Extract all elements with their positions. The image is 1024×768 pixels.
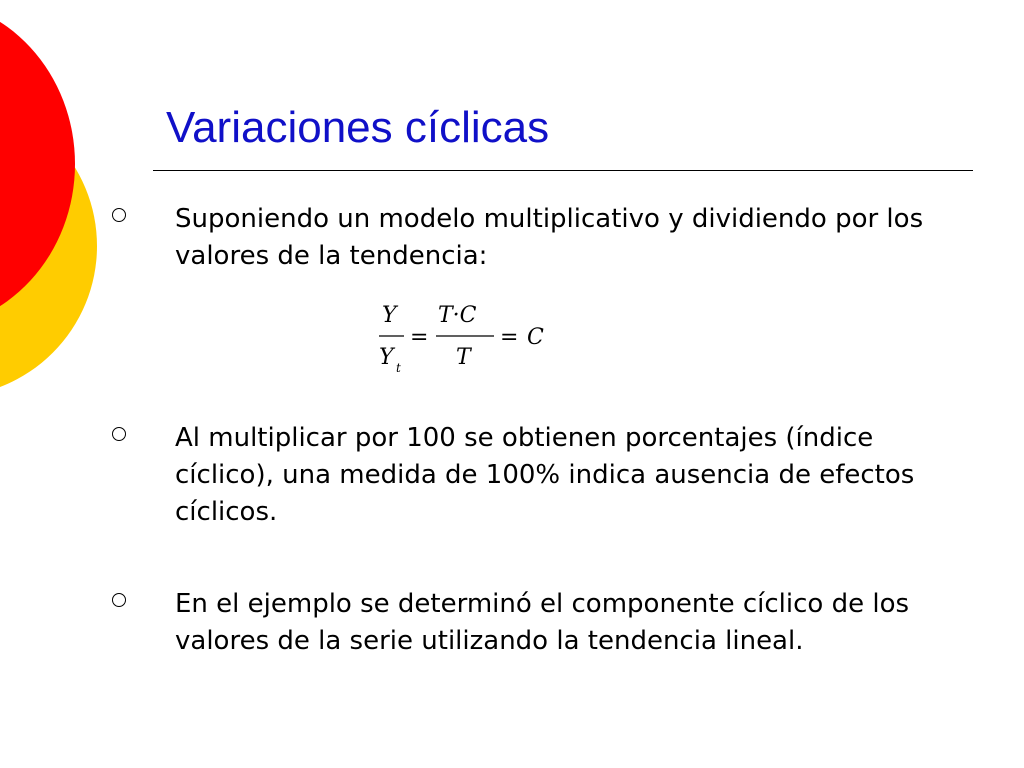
title-divider <box>153 170 973 171</box>
hollow-circle-bullet-icon <box>112 427 126 441</box>
bullet-text: Al multiplicar por 100 se obtienen porcentajes (índice cíclico), una medida de 100% indica ausencia de efectos cíclicos. <box>175 423 915 527</box>
formula-equals-1: = <box>410 325 429 350</box>
bullet-text: En el ejemplo se determinó el componente cíclico de los valores de la serie utilizando la tendencia lineal. <box>175 589 910 656</box>
formula-equals-2: = <box>500 325 519 350</box>
formula-lhs-numerator: Y <box>382 303 397 328</box>
formula <box>376 296 556 386</box>
formula-mid-denominator: T <box>456 345 471 370</box>
formula-lhs-subscript: t <box>396 361 401 375</box>
formula-mid-numerator: T·C <box>438 303 477 328</box>
formula-rhs: C <box>527 325 544 350</box>
hollow-circle-bullet-icon <box>112 208 126 222</box>
hollow-circle-bullet-icon <box>112 593 126 607</box>
bullet-text: Suponiendo un modelo multiplicativo y dividiendo por los valores de la tendencia: <box>175 204 924 271</box>
formula-lhs-denominator: Y <box>379 345 394 370</box>
slide-title: Variaciones cíclicas <box>166 103 550 152</box>
